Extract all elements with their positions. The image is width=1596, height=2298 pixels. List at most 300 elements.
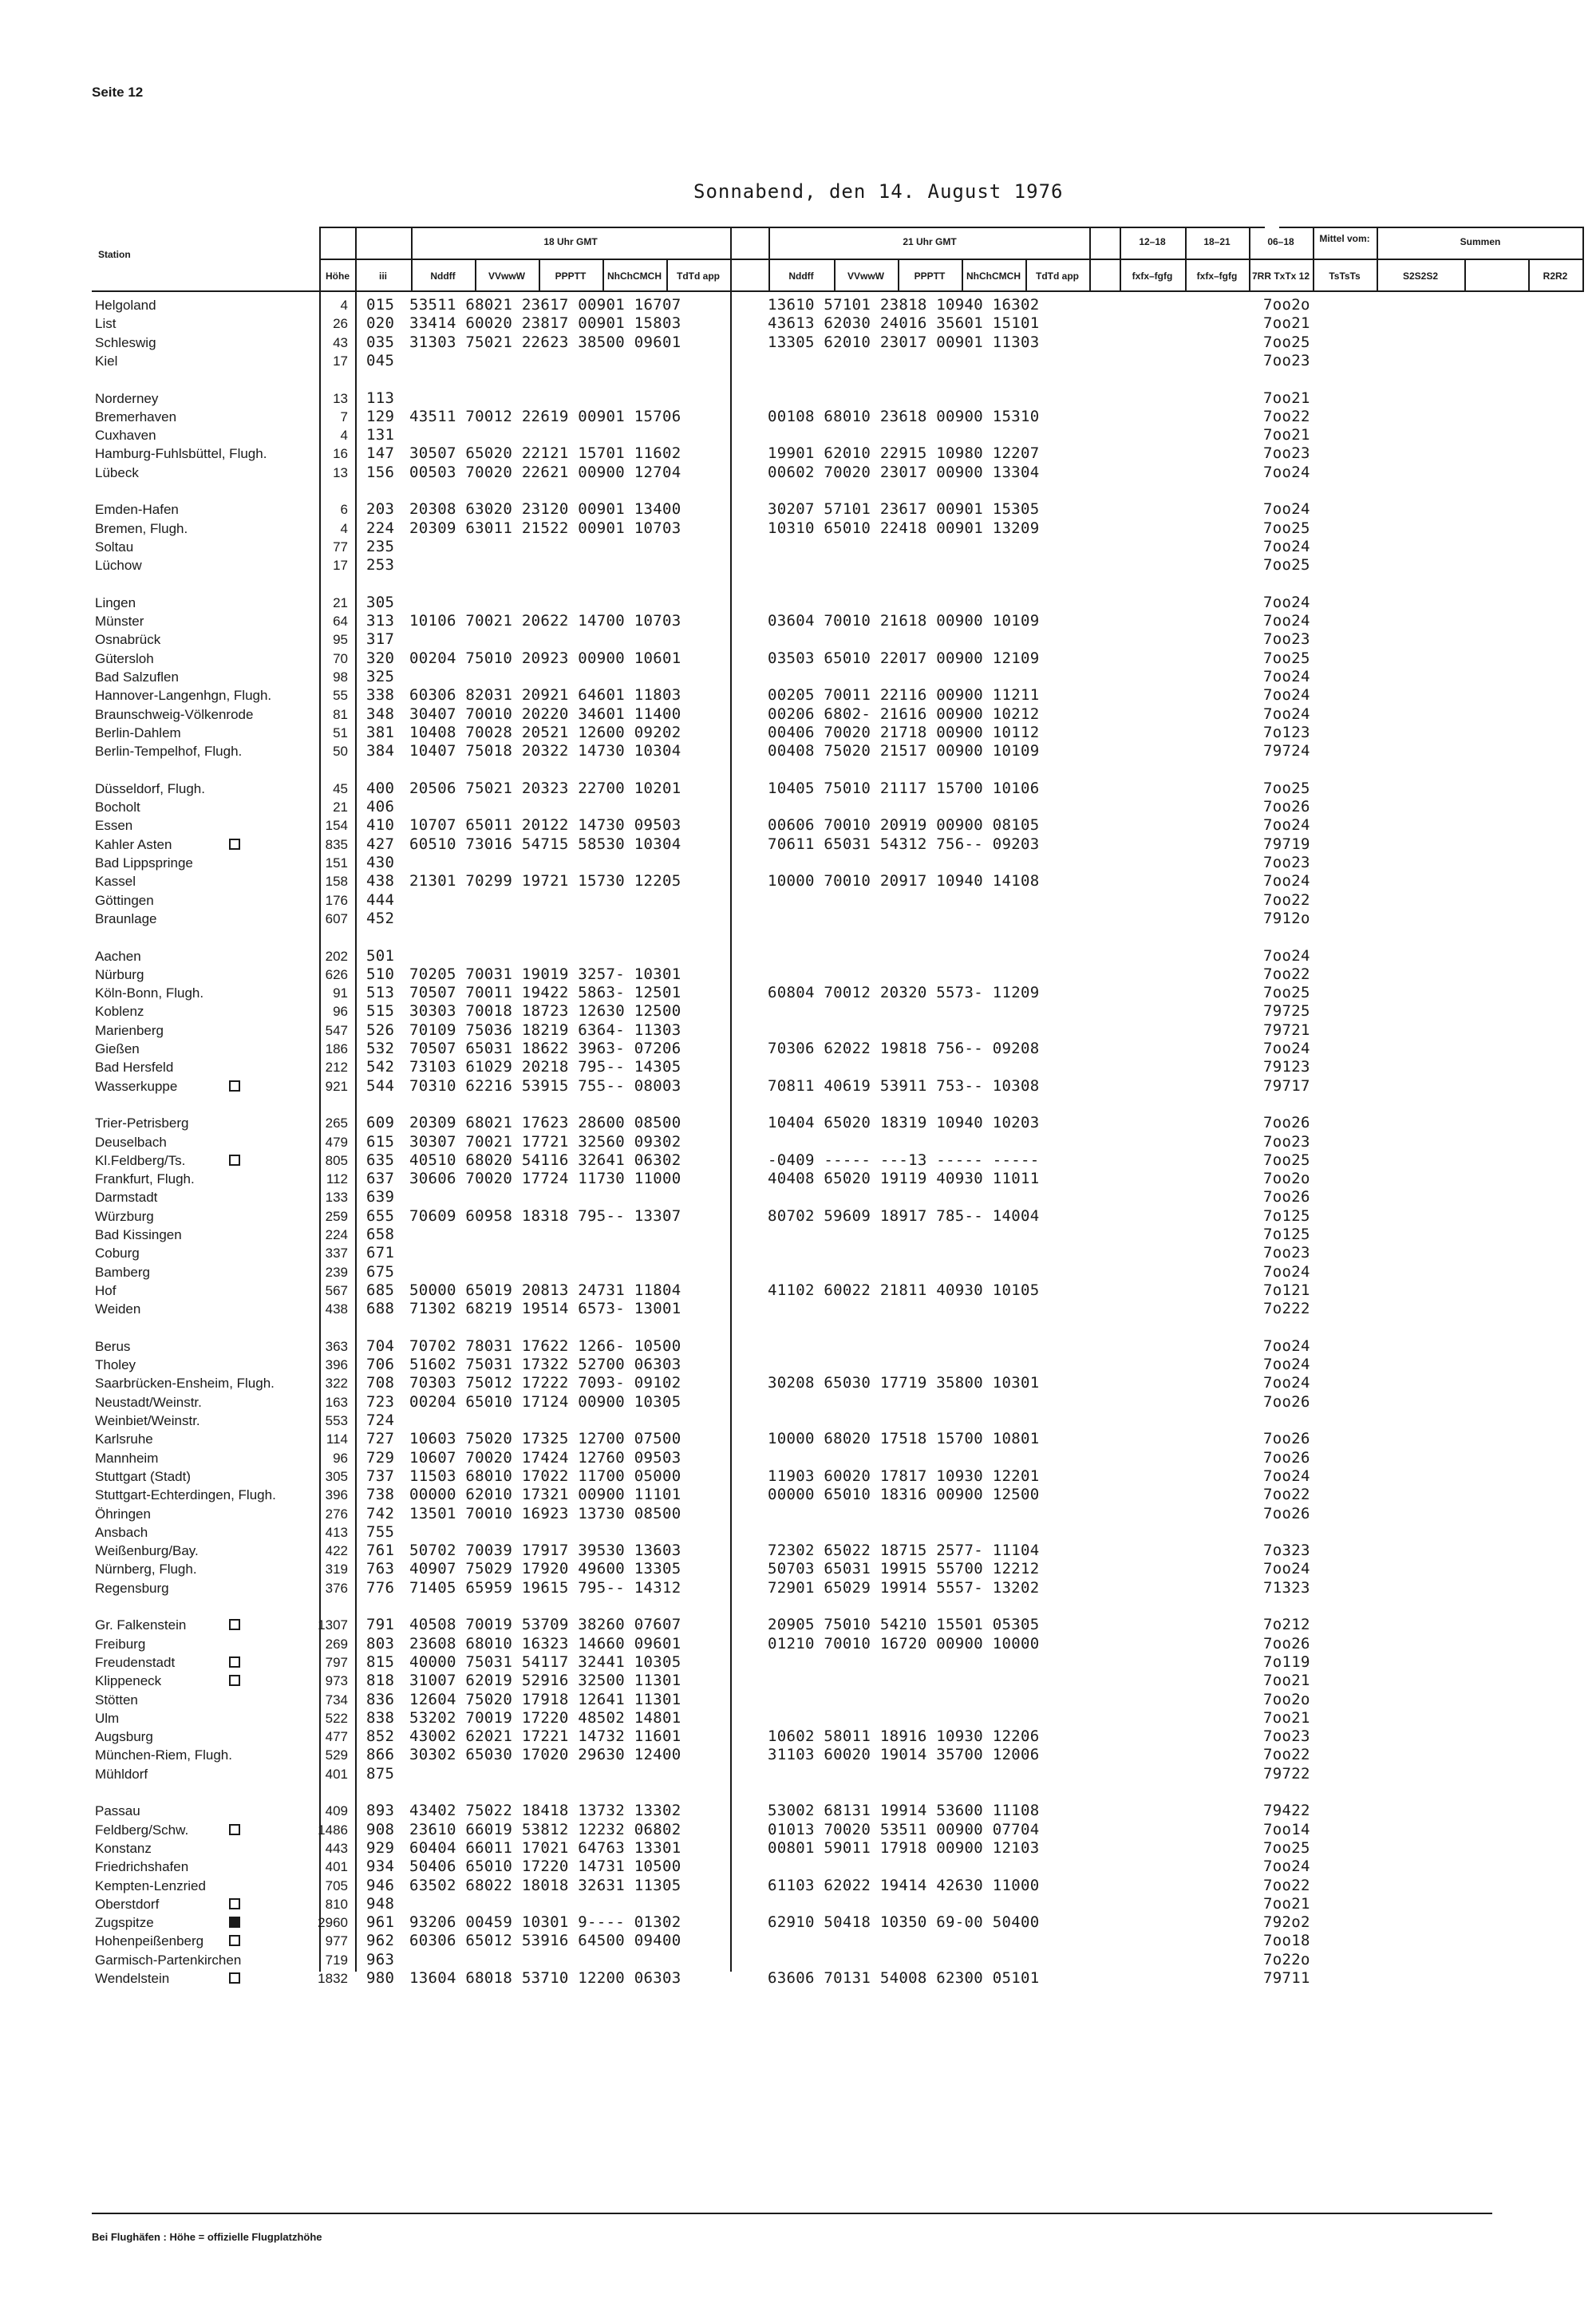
mittel-value: 79422 (1263, 1802, 1310, 1820)
table-row (0, 1412, 1596, 1430)
mittel-value: 7o121 (1263, 1281, 1310, 1299)
table-row (0, 1207, 1596, 1226)
obs-18-gmt: 23610 66019 53812 12232 06802 (409, 1820, 681, 1838)
table-row (0, 854, 1596, 872)
station-height: 835 (325, 836, 348, 852)
mittel-value: 79722 (1263, 1764, 1310, 1783)
table-row (0, 1263, 1596, 1281)
table-row (0, 1913, 1596, 1932)
obs-18-gmt: 00000 62010 17321 00900 11101 (409, 1486, 681, 1504)
obs-18-gmt: 70702 78031 17622 1266- 10500 (409, 1337, 681, 1355)
open-square-icon (229, 1935, 240, 1946)
obs-18-gmt: 43511 70012 22619 00901 15706 (409, 407, 681, 425)
station-name: Wasserkuppe (95, 1078, 178, 1094)
station-iii: 724 (366, 1412, 395, 1429)
station-height: 212 (325, 1060, 348, 1076)
station-name: Bocholt (95, 800, 140, 815)
station-iii: 235 (366, 537, 395, 555)
mittel-value: 7oo25 (1263, 519, 1310, 537)
station-iii: 224 (366, 519, 395, 537)
station-iii: 635 (366, 1151, 395, 1169)
table-row (0, 1021, 1596, 1040)
station-height: 176 (325, 892, 348, 908)
mittel-value: 7oo21 (1263, 1894, 1310, 1913)
obs-21-gmt: 62910 50418 10350 69-00 50400 (768, 1913, 1040, 1932)
col-18-1: VVwwW (488, 270, 526, 282)
obs-21-gmt: 40408 65020 19119 40930 11011 (768, 1170, 1040, 1188)
obs-18-gmt: 30407 70010 20220 34601 11400 (409, 705, 681, 723)
obs-18-gmt: 50406 65010 17220 14731 10500 (409, 1858, 681, 1876)
mittel-value: 7oo25 (1263, 556, 1310, 574)
table-row (0, 1858, 1596, 1876)
mittel-value: 7oo24 (1263, 1262, 1310, 1281)
mittel-value: 79721 (1263, 1021, 1310, 1039)
open-square-icon (229, 1675, 240, 1686)
obs-21-gmt: 10000 68020 17518 15700 10801 (768, 1430, 1040, 1448)
station-name: Bad Salzuflen (95, 669, 179, 685)
station-height: 259 (325, 1208, 348, 1224)
station-name: Zugspitze (95, 1915, 154, 1931)
station-iii: 893 (366, 1802, 395, 1820)
station-name: Helgoland (95, 298, 156, 313)
open-square-icon (229, 1898, 240, 1909)
station-iii: 515 (366, 1002, 395, 1021)
station-name: Hamburg-Fuhlsbüttel, Flugh. (95, 446, 267, 462)
mittel-value: 7oo23 (1263, 351, 1310, 369)
mittel-value: 7oo23 (1263, 1132, 1310, 1151)
table-row (0, 1058, 1596, 1076)
obs-18-gmt: 33414 60020 23817 00901 15803 (409, 314, 681, 333)
mittel-value: 7o123 (1263, 723, 1310, 741)
station-height: 529 (325, 1747, 348, 1763)
mittel-value: 7oo21 (1263, 1708, 1310, 1727)
station-iii: 866 (366, 1746, 395, 1764)
station-height: 1832 (318, 1971, 348, 1986)
mittel-value: 7oo21 (1263, 426, 1310, 444)
mittel-value: 79711 (1263, 1969, 1310, 1987)
open-square-icon (229, 1619, 240, 1630)
station-iii: 737 (366, 1467, 395, 1485)
obs-21-gmt: 31103 60020 19014 35700 12006 (768, 1746, 1040, 1764)
table-row (0, 1727, 1596, 1746)
table-row (0, 334, 1596, 352)
station-height: 276 (325, 1506, 348, 1522)
station-height: 265 (325, 1115, 348, 1131)
obs-21-gmt: 00606 70010 20919 00900 08105 (768, 816, 1040, 835)
station-name: Friedrichshafen (95, 1859, 189, 1875)
station-name: Freudenstadt (95, 1654, 176, 1670)
obs-18-gmt: 31007 62019 52916 32500 11301 (409, 1672, 681, 1690)
obs-18-gmt: 30507 65020 22121 15701 11602 (409, 444, 681, 463)
station-height: 81 (333, 706, 348, 722)
table-row (0, 947, 1596, 965)
station-iii: 655 (366, 1206, 395, 1225)
station-name: Darmstadt (95, 1190, 158, 1206)
table-row (0, 910, 1596, 928)
station-height: 26 (333, 316, 348, 332)
station-name: Tholey (95, 1357, 136, 1373)
station-height: 202 (325, 948, 348, 964)
col-18-4: TdTd app (677, 270, 720, 282)
station-name: List (95, 316, 117, 332)
table-row (0, 1691, 1596, 1709)
station-height: 1486 (318, 1822, 348, 1838)
station-name: Weiden (95, 1301, 141, 1317)
station-name: Koblenz (95, 1004, 144, 1020)
station-name: Kahler Asten (95, 836, 172, 852)
obs-18-gmt: 60306 82031 20921 64601 11803 (409, 686, 681, 705)
station-name: Münster (95, 614, 144, 630)
mittel-value: 7oo22 (1263, 1746, 1310, 1764)
station-iii: 948 (366, 1894, 395, 1913)
table-row (0, 1337, 1596, 1356)
table-row (0, 1505, 1596, 1523)
obs-18-gmt: 10408 70028 20521 12600 09202 (409, 723, 681, 741)
station-iii: 704 (366, 1337, 395, 1355)
mittel-value: 7oo24 (1263, 1040, 1310, 1057)
obs-21-gmt: 13610 57101 23818 10940 16302 (768, 296, 1040, 314)
station-height: 95 (333, 632, 348, 648)
station-name: Trier-Petrisberg (95, 1115, 189, 1131)
station-iii: 818 (366, 1672, 395, 1690)
obs-18-gmt: 43402 75022 18418 13732 13302 (409, 1802, 681, 1820)
station-name: Marienberg (95, 1022, 164, 1038)
mittel-value: 7o222 (1263, 1300, 1310, 1318)
table-row (0, 1356, 1596, 1374)
station-iii: 755 (366, 1522, 395, 1541)
mittel-value: 7oo26 (1263, 1504, 1310, 1522)
station-iii: 452 (366, 909, 395, 927)
station-name: Schleswig (95, 334, 156, 350)
obs-21-gmt: 03604 70010 21618 00900 10109 (768, 612, 1040, 630)
station-iii: 729 (366, 1448, 395, 1467)
station-height: 151 (325, 855, 348, 871)
station-iii: 320 (366, 649, 395, 667)
station-name: Hannover-Langenhgn, Flugh. (95, 688, 272, 704)
station-height: 96 (333, 1004, 348, 1020)
table-row (0, 594, 1596, 612)
obs-18-gmt: 10607 70020 17424 12760 09503 (409, 1448, 681, 1467)
mittel-header: Mittel vom: (1319, 233, 1370, 244)
station-iii: 131 (366, 426, 395, 444)
obs-18-gmt: 71302 68219 19514 6573- 13001 (409, 1300, 681, 1318)
mittel-value: 7oo24 (1263, 500, 1310, 519)
station-height: 705 (325, 1877, 348, 1893)
station-name: Aachen (95, 948, 141, 964)
obs-21-gmt: 72901 65029 19914 5557- 13202 (768, 1578, 1040, 1597)
mittel-value: 7oo24 (1263, 1337, 1310, 1355)
station-iii: 544 (366, 1076, 395, 1095)
mittel-value: 7oo2o (1263, 1170, 1310, 1188)
obs-18-gmt: 51602 75031 17322 52700 06303 (409, 1356, 681, 1374)
mittel-value: 7oo24 (1263, 593, 1310, 611)
station-height: 409 (325, 1803, 348, 1819)
mittel-value: 7oo23 (1263, 1244, 1310, 1262)
table-row (0, 519, 1596, 538)
mittel-value: 7oo24 (1263, 872, 1310, 890)
col-18-2: PPPTT (555, 270, 587, 282)
station-height: 921 (325, 1078, 348, 1094)
obs-21-gmt: 53002 68131 19914 53600 11108 (768, 1802, 1040, 1820)
mittel-value: 7oo24 (1263, 1858, 1310, 1876)
table-row (0, 1170, 1596, 1188)
station-height: 401 (325, 1859, 348, 1875)
mittel-value: 7oo23 (1263, 854, 1310, 871)
mittel-value: 79719 (1263, 835, 1310, 853)
station-iii: 685 (366, 1281, 395, 1299)
table-row (0, 1969, 1596, 1988)
station-height: 96 (333, 1450, 348, 1466)
table-row (0, 1467, 1596, 1486)
obs-21-gmt: 63606 70131 54008 62300 05101 (768, 1969, 1040, 1987)
station-height: 45 (333, 780, 348, 796)
table-row (0, 1393, 1596, 1412)
station-height: 17 (333, 558, 348, 574)
station-name: Gütersloh (95, 650, 154, 666)
obs-21-gmt: 00000 65010 18316 00900 12500 (768, 1486, 1040, 1504)
station-name: Deuselbach (95, 1134, 167, 1150)
station-iii: 444 (366, 890, 395, 909)
height-header: Höhe (326, 270, 350, 282)
station-name: Passau (95, 1803, 140, 1819)
obs-21-gmt: 30208 65030 17719 35800 10301 (768, 1374, 1040, 1392)
obs-21-gmt: 30207 57101 23617 00901 15305 (768, 500, 1040, 519)
mittel-value: 7oo22 (1263, 1876, 1310, 1894)
station-height: 413 (325, 1524, 348, 1540)
obs-21-gmt: 00205 70011 22116 00900 11211 (768, 686, 1040, 705)
station-iii: 020 (366, 314, 395, 333)
station-iii: 438 (366, 872, 395, 890)
mittel-value: 7oo24 (1263, 1356, 1310, 1374)
obs-21-gmt: 00408 75020 21517 00900 10109 (768, 742, 1040, 760)
station-height: 16 (333, 446, 348, 462)
table-row (0, 1486, 1596, 1504)
station-iii: 147 (366, 444, 395, 463)
station-height: 973 (325, 1673, 348, 1689)
table-row (0, 1133, 1596, 1151)
mittel-value: 79123 (1263, 1058, 1310, 1076)
station-height: 98 (333, 669, 348, 685)
station-height: 21 (333, 594, 348, 610)
station-height: 64 (333, 614, 348, 630)
station-name: Weinbiet/Weinstr. (95, 1413, 200, 1428)
table-row (0, 1300, 1596, 1318)
obs-21-gmt: 72302 65022 18715 2577- 11104 (768, 1542, 1040, 1560)
mittel-value: 7oo26 (1263, 1430, 1310, 1448)
mittel-value: 7o323 (1263, 1542, 1310, 1560)
table-row (0, 1002, 1596, 1021)
obs-18-gmt: 60404 66011 17021 64763 13301 (409, 1838, 681, 1857)
obs-18-gmt: 70507 70011 19422 5863- 12501 (409, 984, 681, 1002)
station-iii: 961 (366, 1913, 395, 1932)
mittel-value: 7oo21 (1263, 389, 1310, 407)
mittel-value: 7oo26 (1263, 1392, 1310, 1411)
table-row (0, 556, 1596, 574)
obs-18-gmt: 00204 65010 17124 00900 10305 (409, 1392, 681, 1411)
station-iii: 348 (366, 705, 395, 723)
table-row (0, 1449, 1596, 1467)
mittel-value: 7oo24 (1263, 816, 1310, 835)
station-name: Ulm (95, 1710, 120, 1726)
station-iii: 980 (366, 1969, 395, 1987)
col-21-0: Nddff (788, 270, 814, 282)
obs-18-gmt: 30303 70018 18723 12630 12500 (409, 1002, 681, 1021)
station-height: 70 (333, 650, 348, 666)
mittel-value: 7oo24 (1263, 1374, 1310, 1392)
table-row (0, 1579, 1596, 1597)
station-iii: 929 (366, 1838, 395, 1857)
table-row (0, 1560, 1596, 1578)
obs-21-gmt: 01210 70010 16720 00900 10000 (768, 1634, 1040, 1652)
table-row (0, 630, 1596, 649)
station-height: 337 (325, 1246, 348, 1262)
station-iii: 934 (366, 1858, 395, 1876)
table-row (0, 1821, 1596, 1839)
obs-18-gmt: 21301 70299 19721 15730 12205 (409, 872, 681, 890)
station-name: Regensburg (95, 1580, 169, 1596)
sub-s: S2S2S2 (1402, 270, 1439, 282)
page-number: Seite 12 (92, 85, 144, 100)
station-height: 626 (325, 966, 348, 982)
station-name: Düsseldorf, Flugh. (95, 780, 205, 796)
obs-18-gmt: 10407 75018 20322 14730 10304 (409, 742, 681, 760)
obs-21-gmt: 60804 70012 20320 5573- 11209 (768, 984, 1040, 1002)
station-name: Mühldorf (95, 1766, 148, 1782)
table-row (0, 668, 1596, 686)
col-21-3: NhChCMCH (966, 270, 1021, 282)
mittel-value: 7oo25 (1263, 984, 1310, 1002)
table-row (0, 1877, 1596, 1895)
station-iii: 410 (366, 816, 395, 835)
mittel-value: 7oo25 (1263, 649, 1310, 667)
station-name: Berus (95, 1338, 131, 1354)
station-iii: 946 (366, 1876, 395, 1894)
station-iii: 317 (366, 630, 395, 649)
obs-18-gmt: 40508 70019 53709 38260 07607 (409, 1616, 681, 1634)
mittel-value: 7oo25 (1263, 1151, 1310, 1169)
obs-18-gmt: 70310 62216 53915 755-- 08003 (409, 1076, 681, 1095)
mittel-value: 7oo26 (1263, 1188, 1310, 1206)
station-name: Hof (95, 1282, 117, 1298)
mittel-value: 79724 (1263, 742, 1310, 760)
obs-18-gmt: 20309 63011 21522 00901 10703 (409, 519, 681, 537)
station-iii: 706 (366, 1356, 395, 1374)
mittel-value: 7oo24 (1263, 668, 1310, 685)
station-height: 547 (325, 1022, 348, 1038)
station-height: 21 (333, 800, 348, 815)
station-height: 4 (340, 298, 348, 313)
station-iii: 815 (366, 1652, 395, 1671)
mittel-value: 7oo26 (1263, 1634, 1310, 1652)
obs-18-gmt: 70609 60958 18318 795-- 13307 (409, 1206, 681, 1225)
station-name: Bamberg (95, 1264, 150, 1280)
station-height: 1307 (318, 1617, 348, 1633)
mittel-value: 7o212 (1263, 1616, 1310, 1634)
station-name: Kl.Feldberg/Ts. (95, 1152, 186, 1168)
iii-header: iii (378, 270, 388, 282)
station-name: Bad Hersfeld (95, 1060, 174, 1076)
station-height: 269 (325, 1636, 348, 1652)
obs-18-gmt: 30302 65030 17020 29630 12400 (409, 1746, 681, 1764)
station-height: 479 (325, 1134, 348, 1150)
table-row (0, 742, 1596, 760)
station-height: 186 (325, 1041, 348, 1056)
table-row (0, 891, 1596, 910)
station-name: Nürnberg, Flugh. (95, 1562, 197, 1577)
station-iii: 671 (366, 1244, 395, 1262)
mittel-value: 7oo22 (1263, 890, 1310, 909)
mittel-value: 7oo25 (1263, 779, 1310, 797)
obs-21-gmt: 19901 62010 22915 10980 12207 (768, 444, 1040, 463)
col-21-4: TdTd app (1036, 270, 1079, 282)
station-iii: 035 (366, 333, 395, 351)
obs-21-gmt: 80702 59609 18917 785-- 14004 (768, 1206, 1040, 1225)
open-square-icon (229, 1824, 240, 1835)
obs-18-gmt: 70507 65031 18622 3963- 07206 (409, 1040, 681, 1057)
obs-18-gmt: 00503 70020 22621 00900 12704 (409, 463, 681, 481)
table-row (0, 1151, 1596, 1170)
station-name: Lübeck (95, 464, 139, 480)
table-row (0, 538, 1596, 556)
station-name: Konstanz (95, 1840, 152, 1856)
obs-18-gmt: 60306 65012 53916 64500 09400 (409, 1932, 681, 1950)
obs-21-gmt: 70611 65031 54312 756-- 09203 (768, 835, 1040, 853)
station-name: Würzburg (95, 1208, 154, 1224)
mittel-value: 7oo24 (1263, 463, 1310, 481)
obs-18-gmt: 13501 70010 16923 13730 08500 (409, 1504, 681, 1522)
station-iii: 501 (366, 946, 395, 965)
obs-21-gmt: 10000 70010 20917 10940 14108 (768, 872, 1040, 890)
date-title: Sonnabend, den 14. August 1976 (693, 180, 1064, 203)
station-height: 158 (325, 874, 348, 890)
station-iii: 253 (366, 556, 395, 574)
station-iii: 738 (366, 1486, 395, 1504)
obs-18-gmt: 20308 63020 23120 00901 13400 (409, 500, 681, 519)
station-height: 477 (325, 1729, 348, 1745)
station-iii: 430 (366, 854, 395, 871)
station-name: Stötten (95, 1692, 138, 1708)
obs-21-gmt: 50703 65031 19915 55700 12212 (768, 1560, 1040, 1578)
mittel-value: 7oo2o (1263, 1690, 1310, 1708)
station-name: Neustadt/Weinstr. (95, 1394, 202, 1410)
table-row (0, 686, 1596, 705)
station-name: Frankfurt, Flugh. (95, 1171, 195, 1187)
period-18-21: 18–21 (1203, 236, 1231, 247)
mittel-value: 792o2 (1263, 1913, 1310, 1932)
station-iii: 908 (366, 1820, 395, 1838)
obs-21-gmt: 41102 60022 21811 40930 10105 (768, 1281, 1040, 1299)
obs-18-gmt: 43002 62021 17221 14732 11601 (409, 1727, 681, 1746)
station-height: 396 (325, 1357, 348, 1373)
table-row (0, 984, 1596, 1002)
obs-21-gmt: 00206 6802- 21616 00900 10212 (768, 705, 1040, 723)
table-row (0, 780, 1596, 798)
station-name: Lingen (95, 594, 136, 610)
footer-rule (92, 2213, 1492, 2214)
table-row (0, 389, 1596, 408)
station-iii: 803 (366, 1634, 395, 1652)
station-name: Berlin-Tempelhof, Flugh. (95, 744, 243, 760)
table-row (0, 1542, 1596, 1560)
station-header: Station (98, 249, 131, 260)
station-name: Feldberg/Schw. (95, 1822, 189, 1838)
group-18-header: 18 Uhr GMT (543, 236, 598, 247)
mittel-value: 7oo22 (1263, 965, 1310, 983)
mittel-value: 7oo25 (1263, 1838, 1310, 1857)
table-row (0, 1765, 1596, 1783)
station-height: 224 (325, 1227, 348, 1242)
station-height: 797 (325, 1654, 348, 1670)
